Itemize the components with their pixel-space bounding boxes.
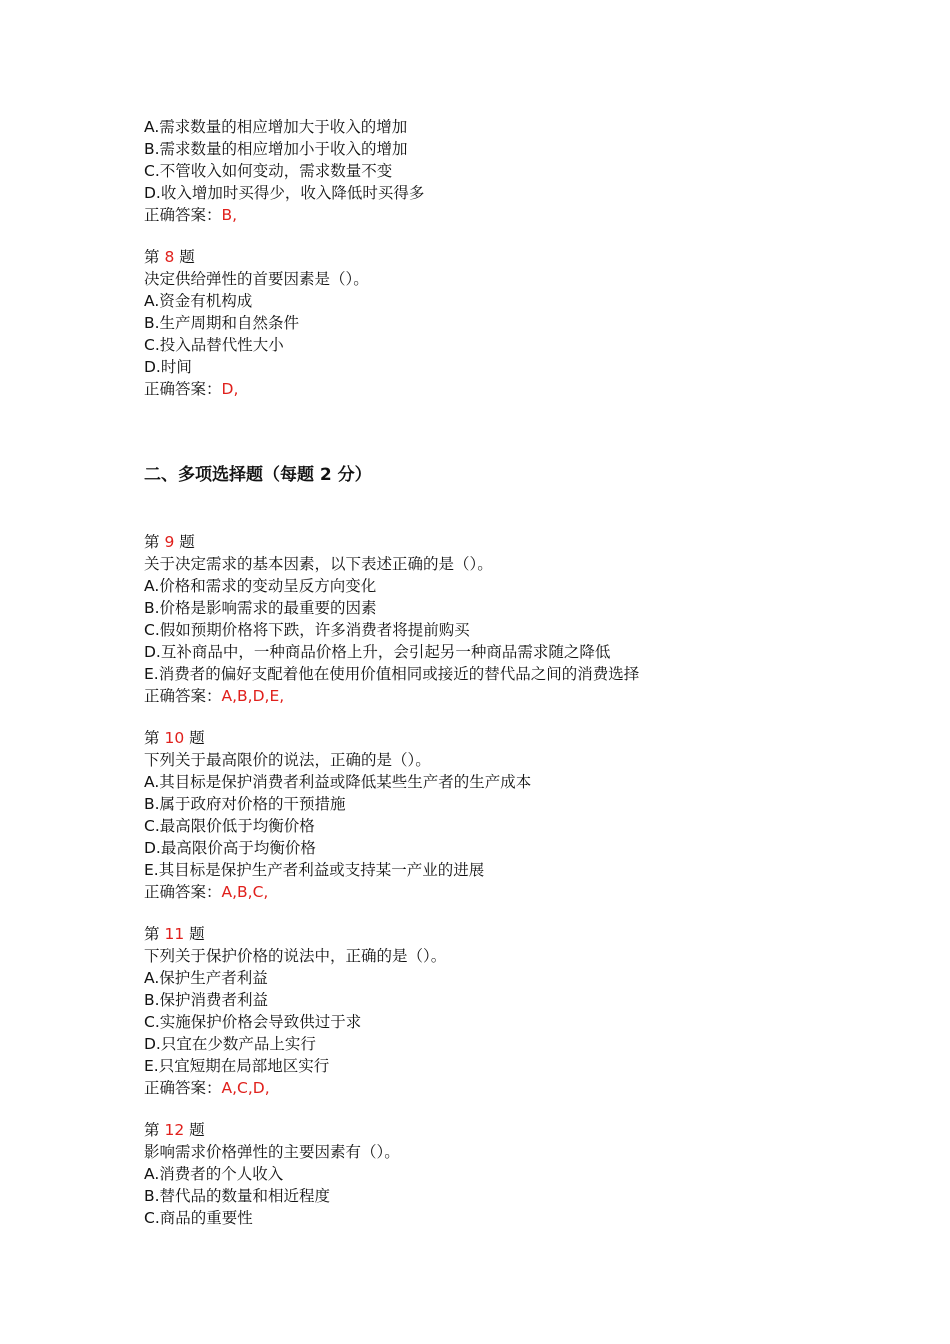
- answer-value: A,B,D,E,: [221, 687, 285, 705]
- question-suffix: 题: [189, 1121, 205, 1139]
- option-d: D.收入增加时买得少，收入降低时买得多: [144, 184, 425, 202]
- question-11: [144, 923, 844, 1099]
- question-stem: 决定供给弹性的首要因素是（）。: [144, 270, 369, 288]
- answer-label: 正确答案：: [144, 883, 222, 901]
- option-d: D.互补商品中，一种商品价格上升，会引起另一种商品需求随之降低: [144, 643, 611, 661]
- option-e: E.消费者的偏好支配着他在使用价值相同或接近的替代品之间的消费选择: [144, 665, 640, 683]
- answer-label: 正确答案：: [144, 206, 222, 224]
- question-7-continuation: [144, 116, 844, 226]
- question-stem: 下列关于保护价格的说法中，正确的是（）。: [144, 947, 447, 965]
- answer-line: [144, 685, 844, 707]
- question-12: [144, 1119, 844, 1229]
- option-e: E.只宜短期在局部地区实行: [144, 1057, 330, 1075]
- answer-value: A,C,D,: [221, 1079, 270, 1097]
- question-heading: [144, 531, 844, 553]
- option-a: A.其目标是保护消费者利益或降低某些生产者的生产成本: [144, 773, 532, 791]
- option-a: A.消费者的个人收入: [144, 1165, 284, 1183]
- question-number: 11: [164, 925, 185, 943]
- option-a: A.资金有机构成: [144, 292, 253, 310]
- answer-line: [144, 204, 844, 226]
- question-prefix: 第: [144, 729, 160, 747]
- question-heading: [144, 246, 844, 268]
- question-stem: 影响需求价格弹性的主要因素有（）。: [144, 1143, 400, 1161]
- question-8: [144, 246, 844, 400]
- option-b: B.价格是影响需求的最重要的因素: [144, 599, 377, 617]
- option-b: B.属于政府对价格的干预措施: [144, 795, 346, 813]
- answer-value: B,: [221, 206, 238, 224]
- question-10: [144, 727, 844, 903]
- option-b: B.生产周期和自然条件: [144, 314, 300, 332]
- option-a: A.需求数量的相应增加大于收入的增加: [144, 118, 408, 136]
- answer-line: [144, 881, 844, 903]
- option-b: B.需求数量的相应增加小于收入的增加: [144, 140, 408, 158]
- question-number: 10: [164, 729, 185, 747]
- section-title: 二、多项选择题（每题 2 分）: [144, 465, 372, 485]
- option-c: C.商品的重要性: [144, 1209, 253, 1227]
- question-heading: [144, 1119, 844, 1141]
- question-suffix: 题: [189, 925, 205, 943]
- option-b: B.替代品的数量和相近程度: [144, 1187, 331, 1205]
- answer-label: 正确答案：: [144, 1079, 222, 1097]
- option-d: D.最高限价高于均衡价格: [144, 839, 316, 857]
- option-c: C.最高限价低于均衡价格: [144, 817, 315, 835]
- question-number: 9: [164, 533, 175, 551]
- question-prefix: 第: [144, 248, 160, 266]
- question-suffix: 题: [189, 729, 205, 747]
- option-d: D.只宜在少数产品上实行: [144, 1035, 316, 1053]
- option-c: C.不管收入如何变动，需求数量不变: [144, 162, 393, 180]
- question-prefix: 第: [144, 533, 160, 551]
- question-prefix: 第: [144, 925, 160, 943]
- document-page: [144, 116, 844, 1229]
- question-stem: 关于决定需求的基本因素，以下表述正确的是（）。: [144, 555, 493, 573]
- answer-value: D,: [221, 380, 239, 398]
- question-9: [144, 531, 844, 707]
- option-c: C.实施保护价格会导致供过于求: [144, 1013, 362, 1031]
- answer-label: 正确答案：: [144, 380, 222, 398]
- option-a: A.保护生产者利益: [144, 969, 268, 987]
- question-prefix: 第: [144, 1121, 160, 1139]
- option-c: C.投入品替代性大小: [144, 336, 284, 354]
- answer-line: [144, 1077, 844, 1099]
- question-heading: [144, 727, 844, 749]
- question-suffix: 题: [179, 248, 195, 266]
- question-number: 8: [164, 248, 175, 266]
- question-stem: 下列关于最高限价的说法，正确的是（）。: [144, 751, 431, 769]
- answer-line: [144, 378, 844, 400]
- option-d: D.时间: [144, 358, 192, 376]
- option-b: B.保护消费者利益: [144, 991, 269, 1009]
- question-suffix: 题: [179, 533, 195, 551]
- question-heading: [144, 923, 844, 945]
- option-e: E.其目标是保护生产者利益或支持某一产业的进展: [144, 861, 485, 879]
- option-c: C.假如预期价格将下跌，许多消费者将提前购买: [144, 621, 470, 639]
- answer-label: 正确答案：: [144, 687, 222, 705]
- answer-value: A,B,C,: [221, 883, 269, 901]
- option-a: A.价格和需求的变动呈反方向变化: [144, 577, 377, 595]
- question-number: 12: [164, 1121, 185, 1139]
